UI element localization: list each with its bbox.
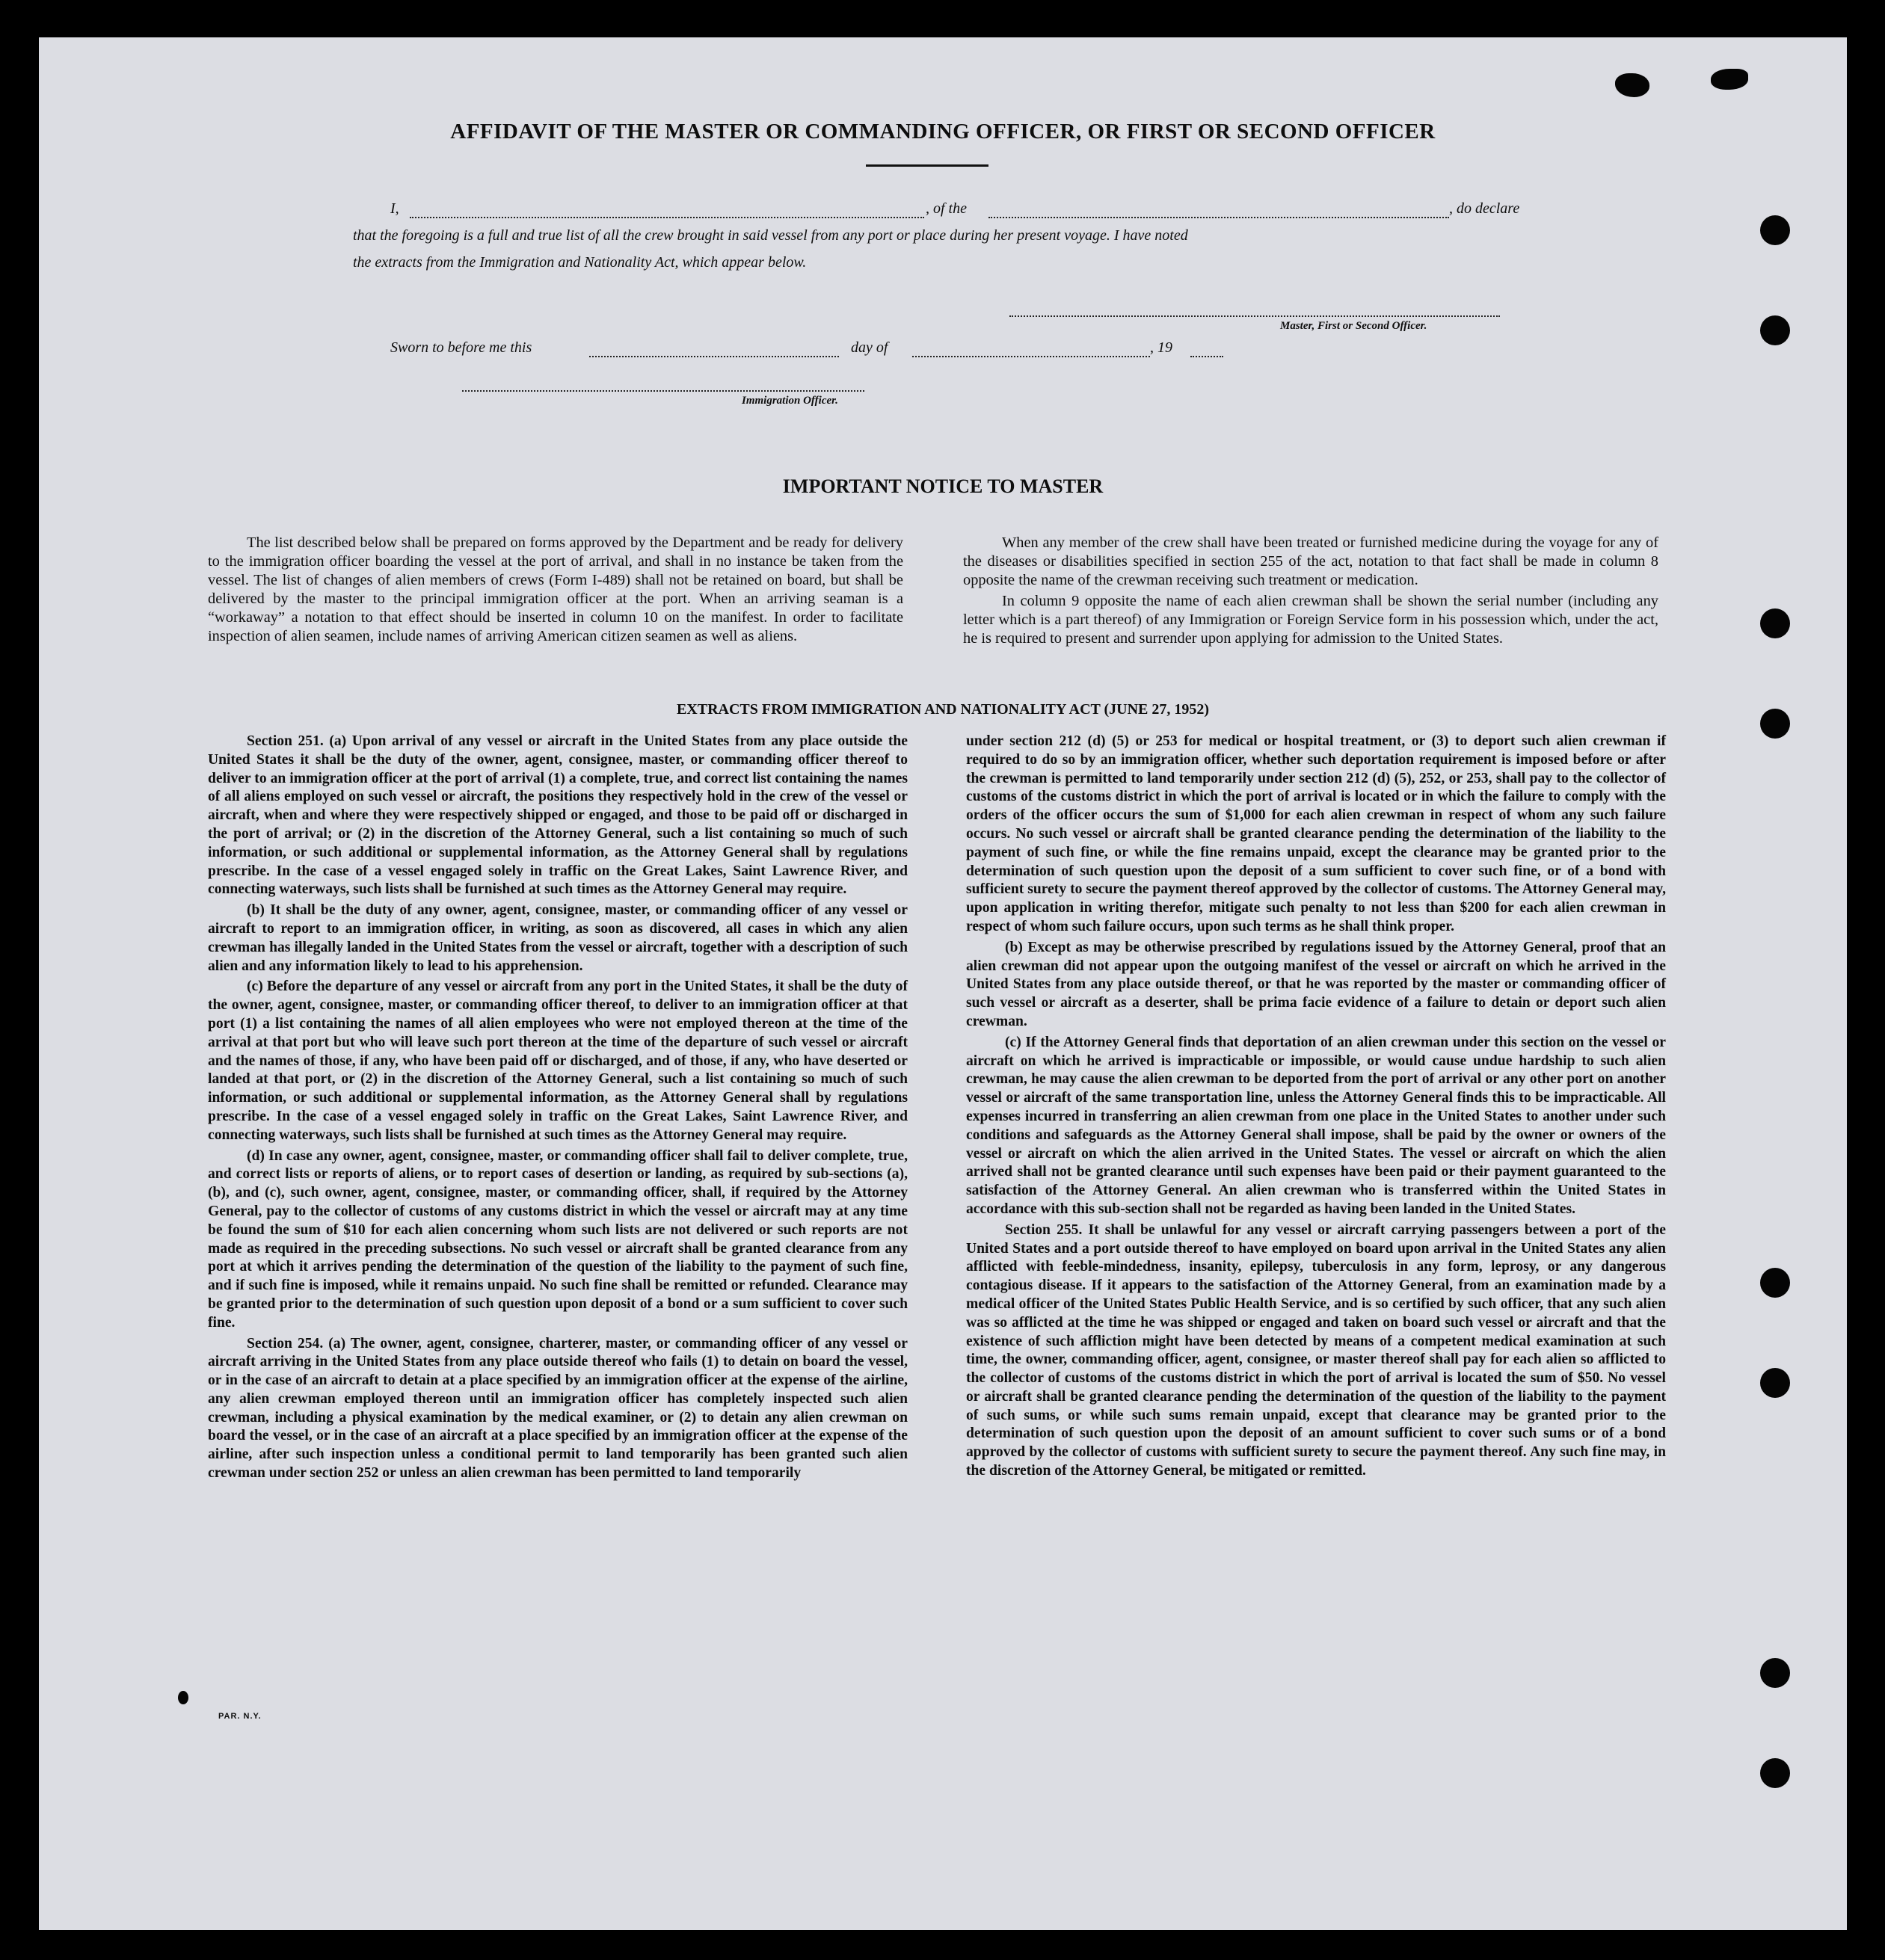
notice-right-column: [963, 534, 1658, 648]
extracts-left-column: [208, 733, 908, 1483]
notice-paragraph: In column 9 opposite the name of each alien crewman shall be shown the serial number (including any letter which is a part thereof) of any Immigration or Foreign Service form in his possession which, under the act, he is required to present and surrender upon applying for admission to the United States.: [963, 593, 1658, 647]
title-rule: [866, 164, 988, 167]
sworn-month-field[interactable]: [912, 356, 1150, 357]
day-of-label: day of: [851, 339, 888, 356]
vessel-name-field[interactable]: [988, 217, 1449, 218]
statute-paragraph: (b) Except as may be otherwise prescribed by regulations issued by the Attorney General, proof that an alien crewman did not appear upon the outgoing manifest of the vessel or aircraft on which he arrived in the United States from any place outside thereof, or that he was reported by the master or commanding officer of such vessel or aircraft as a deserter, shall be prima facie evidence of a failure to detain or deport such alien crewman.: [966, 939, 1666, 1029]
affidavit-title: AFFIDAVIT OF THE MASTER OR COMMANDING OFFICER, OR FIRST OR SECOND OFFICER: [450, 120, 1436, 144]
ink-blot: [1615, 73, 1649, 97]
statute-paragraph: Section 255. It shall be unlawful for any vessel or aircraft carrying passengers between a port of the United States and a port outside thereof to have employed on board upon arrival in the United States any alien afflicted with feeble-mindedness, insanity, epilepsy, tuberculosis in any form, leprosy, or any dangerous contagious disease. If it appears to the satisfaction of the Attorney General, from an examination made by a medical officer of the United States Public Health Service, and is so certified by such officer, that any such alien was so afflicted at the time he was shipped or engaged and taken on board such vessel or aircraft and that the existence of such affliction might have been detected by means of a competent medical examination at such time, the owner, commanding officer, agent, consignee, or master thereof shall pay for each alien so afflicted to the collector of customs of the customs district in which the port of arrival is located the sum of $50. No vessel or aircraft shall be granted clearance pending the determination of the question of the liability to the payment of such sums, or while such sums remain unpaid, except that clearance may be granted prior to the determination of such question upon the deposit of an amount sufficient to cover such sums or of a bond approved by the collector of customs with sufficient surety to secure the payment thereof. Any such fine may, in the discretion of the Attorney General, be mitigated or remitted.: [966, 1221, 1666, 1479]
punch-hole: [1760, 1658, 1790, 1688]
punch-hole: [1760, 1268, 1790, 1298]
immigration-officer-label: Immigration Officer.: [742, 395, 838, 407]
statute-paragraph: (c) Before the departure of any vessel or aircraft from any port in the United States, it shall be the duty of the owner, agent, consignee, master, or commanding officer thereof, to deliver to an immigration officer at that port (1) a list containing the names of all alien employees who were not employed thereon at the time of the arrival at that port but who will leave such port thereon at the time of the departure of such vessel or aircraft and the names of those, if any, who have been paid off or discharged, and of those, if any, who have deserted or landed at that port, or (2) in the discretion of the Attorney General, such a list containing so much of such information, or such additional or supplemental information, as the Attorney General shall by regulations prescribe. In the case of a vessel engaged solely in traffic on the Great Lakes, Saint Lawrence River, and connecting waterways, such lists shall be furnished at such times as the Attorney General may require.: [208, 979, 908, 1143]
punch-hole: [1760, 1368, 1790, 1398]
punch-hole: [1760, 215, 1790, 245]
statute-paragraph: Section 251. (a) Upon arrival of any vessel or aircraft in the United States from any place outside the United States it shall be the duty of the owner, agent, consignee, master, or commanding officer thereof to deliver to an immigration officer at the port of arrival (1) a complete, true, and correct list containing the names of all aliens employed on such vessel or aircraft, the positions they respectively hold in the crew of the vessel or aircraft, when and where they were respectively shipped or engaged, and those to be paid off or discharged in the port of arrival; or (2) in the discretion of the Attorney General, such a list containing so much of such information, or such additional or supplemental information, as the Attorney General shall by regulations prescribe. In the case of a vessel engaged solely in traffic on the Great Lakes, Saint Lawrence River, and connecting waterways, such lists shall be furnished at such times as the Attorney General may require.: [208, 733, 908, 898]
printer-mark: PAR. N.Y.: [218, 1712, 262, 1721]
i-label: I,: [390, 200, 399, 217]
extracts-title: EXTRACTS FROM IMMIGRATION AND NATIONALITY ACT (JUNE 27, 1952): [676, 701, 1210, 718]
notice-paragraph: When any member of the crew shall have been treated or furnished medicine during the voyage for any of the diseases or disabilities specified in section 255 of the act, notation to that fact shall be made in column 8 opposite the name of the crewman receiving such treatment or medication.: [963, 534, 1658, 588]
sworn-year-field[interactable]: [1190, 356, 1223, 357]
officer-signature-label: Master, First or Second Officer.: [1280, 320, 1427, 332]
statute-paragraph: Section 254. (a) The owner, agent, consignee, charterer, master, or commanding officer of any vessel or aircraft arriving in the United States from any place outside thereof who fails (1) to detain on board the vessel, or in the case of an aircraft to detain at a place specified by an immigration officer at the expense of the airline, any alien crewman employed thereon until an immigration officer has completely inspected such alien crewman, including a physical examination by the medical examiner, or (2) to detain any alien crewman on board the vessel, or in the case of an aircraft at a place specified by an immigration officer at the expense of the airline, after such inspection unless a conditional permit to land temporarily has been granted such alien crewman under section 252 or unless an alien crewman has been permitted to land temporarily: [208, 1335, 908, 1482]
statute-paragraph: (c) If the Attorney General finds that deportation of an alien crewman under this section on the vessel or aircraft on which he arrived is impracticable or impossible, or would cause undue hardship to such alien crewman, he may cause the alien crewman to be deported from the port of arrival or any other port on another vessel or aircraft of the same transportation line, unless the Attorney General finds this to be impracticable. All expenses incurred in transferring an alien crewman from one place in the United States to another under such conditions and safeguards as the Attorney General shall impose, shall be paid by the owner or owners of the vessel or aircraft on which the alien arrived in the United States. The vessel or aircraft on which the alien arrived shall not be granted clearance until such expenses have been paid or their payment guaranteed to the satisfaction of the Attorney General. An alien crewman who is transferred within the United States in accordance with this sub-section shall not be regarded as having been landed in the United States.: [966, 1034, 1666, 1217]
of-the-label: , of the: [926, 200, 967, 217]
notice-title: IMPORTANT NOTICE TO MASTER: [782, 475, 1104, 497]
punch-hole: [1760, 709, 1790, 739]
statute-paragraph: (d) In case any owner, agent, consignee, master, or commanding officer shall fail to deliver complete, true, and correct lists or reports of aliens, or to report cases of desertion or landing, as required by sub-sections (a), (b), and (c), such owner, agent, consignee, master, or commanding officer, shall, if required by the Attorney General, pay to the collector of customs of any customs district in which the vessel or aircraft may at any time be found the sum of $10 for each alien concerning whom such lists are not delivered or such reports are not made as required in the preceding subsections. No such vessel or aircraft shall be granted clearance from any port at which it arrives pending the determination of the question of the liability to the payment of such fine, and if such fine is imposed, while it remains unpaid. No such fine shall be remitted or refunded. Clearance may be granted prior to the determination of such question upon deposit of a bond or a sum sufficient to cover such fine.: [208, 1147, 908, 1331]
statute-paragraph: (b) It shall be the duty of any owner, agent, consignee, master, or commanding officer of any vessel or aircraft to report to an immigration officer, in writing, as soon as discovered, all cases in which any alien crewman has illegally landed in the United States from the vessel or aircraft, together with a description of such alien and any information likely to lead to his apprehension.: [208, 902, 908, 974]
officer-signature-field[interactable]: [1009, 315, 1500, 317]
ink-speck: [178, 1691, 188, 1704]
extracts-right-column: [966, 733, 1666, 1481]
year-label: , 19: [1150, 339, 1172, 356]
do-declare-label: , do declare: [1449, 200, 1520, 217]
immigration-officer-signature-field[interactable]: [462, 390, 864, 392]
punch-hole: [1760, 608, 1790, 638]
ink-blot: [1711, 69, 1748, 90]
punch-hole: [1760, 315, 1790, 345]
sworn-day-field[interactable]: [589, 356, 839, 357]
statement-line-2: the extracts from the Immigration and Nationality Act, which appear below.: [353, 254, 807, 271]
statute-paragraph: under section 212 (d) (5) or 253 for medical or hospital treatment, or (3) to deport such alien crewman if required to do so by an immigration officer, whether such deportation requirement is imposed before or after the crewman is permitted to land temporarily under section 212 (d) (5), 252, or 253, shall pay to the collector of customs of the customs district in which the port of arrival is located or in which the failure to comply with the orders of the officer occurs the sum of $1,000 for each alien crewman in respect of whom any such failure occurs. No such vessel or aircraft shall be granted clearance pending the determination of the liability to the payment of such fine, or while the fine remains unpaid, except the clearance may be granted prior to the determination of such question upon the deposit of a sum sufficient to cover such fine, or of a bond with sufficient surety to secure the payment thereof approved by the collector of customs. The Attorney General may, upon application in writing therefor, mitigate such penalty to not less than $200 for each alien crewman in respect of whom such failure occurs, upon such terms as he shall think proper.: [966, 733, 1666, 934]
form-page: [39, 37, 1847, 1930]
notice-left-column: [208, 534, 903, 646]
sworn-label: Sworn to before me this: [390, 339, 532, 356]
statement-line-1: that the foregoing is a full and true list of all the crew brought in said vessel from any port or place during her present voyage. I have noted: [353, 227, 1188, 244]
declarant-name-field[interactable]: [410, 217, 924, 218]
punch-hole: [1760, 1758, 1790, 1788]
notice-paragraph: The list described below shall be prepared on forms approved by the Department and be ready for delivery to the immigration officer boarding the vessel at the port of arrival, and shall in no instance be taken from the vessel. The list of changes of alien members of crews (Form I-489) shall not be retained on board, but shall be delivered by the master to the principal immigration officer at the port. When an arriving seaman is a “workaway” a notation to that effect should be inserted in column 10 on the manifest. In order to facilitate inspection of alien seamen, include names of arriving American citizen seamen as well as aliens.: [208, 534, 903, 644]
